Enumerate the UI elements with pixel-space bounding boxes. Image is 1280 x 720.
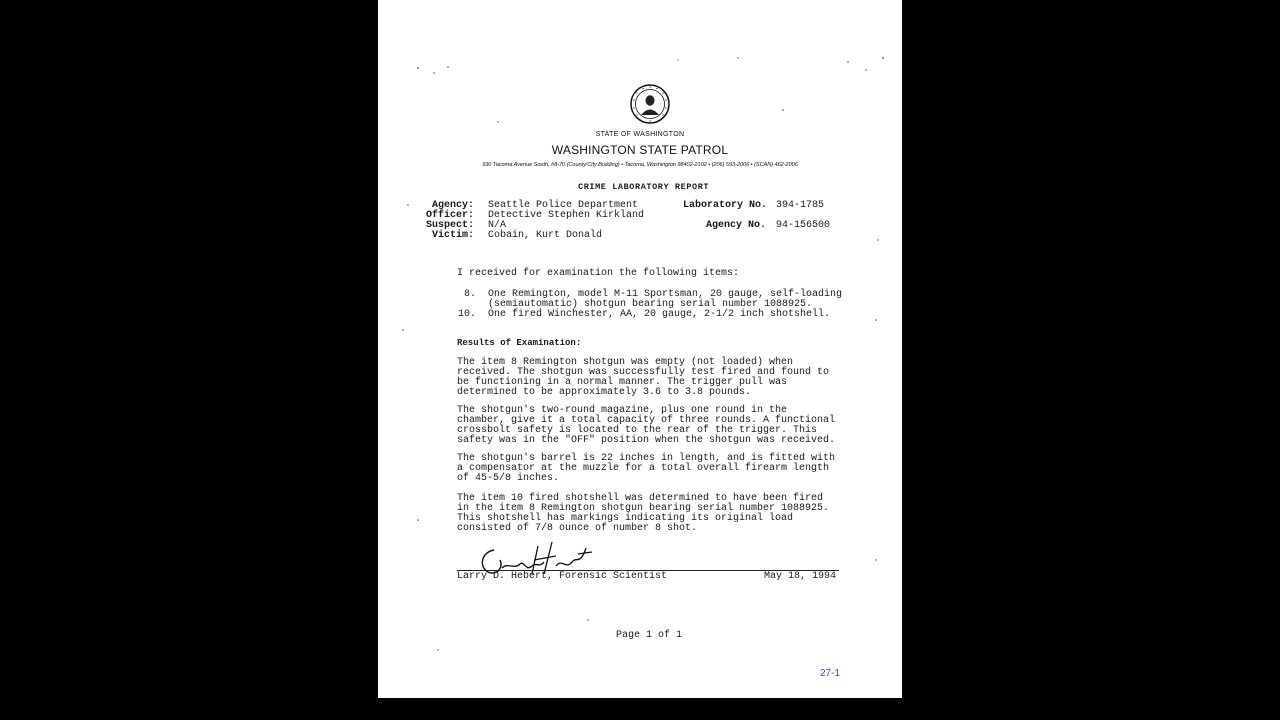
agency-address: 930 Tacoma Avenue South, #8-70 (County/City Building) • Tacoma, Washington 98402-2102 • (206) 593-2006 • (SCAN) 462-2006: [482, 162, 798, 168]
agency-value: Seattle Police Department: [488, 200, 639, 211]
victim-value: Cobain, Kurt Donald: [488, 230, 603, 241]
result-paragraph: The item 8 Remington shotgun was empty (not loaded) when received. The shotgun was successfully test fired and found to be functioning in a normal manner. The trigger pull was determined to be approximately 3.6 to 3.8 pounds.: [457, 357, 830, 398]
results-heading: Results of Examination:: [457, 338, 582, 348]
letterbox-bottom: [378, 698, 902, 720]
suspect-value: N/A: [488, 220, 507, 231]
item-description: One fired Winchester, AA, 20 gauge, 2-1/2 inch shotshell.: [488, 309, 831, 320]
page-number: Page 1 of 1: [616, 630, 683, 641]
signer-name: Larry D. Hebert, Forensic Scientist: [457, 571, 668, 582]
document-page: [378, 0, 902, 698]
agency-heading: WASHINGTON STATE PATROL: [551, 143, 729, 157]
agency-label: Agency:: [431, 200, 474, 211]
result-paragraph: The shotgun's barrel is 22 inches in length, and is fitted with a compensator at the muzzle for a total overall firearm length of 45-5/8 inches.: [457, 453, 836, 484]
agency-number-label: Agency No.: [706, 220, 767, 231]
lab-number-value: 394-1785: [776, 200, 825, 211]
state-heading: STATE OF WASHINGTON: [595, 131, 685, 138]
exhibit-number: 27-1: [820, 668, 841, 679]
suspect-label: Suspect:: [425, 220, 474, 231]
report-title: CRIME LABORATORY REPORT: [578, 182, 710, 192]
result-paragraph: The shotgun's two-round magazine, plus one round in the chamber, give it a total capacity of three rounds. A functional crossbolt safety is located to the rear of the trigger. This safety was in the "OFF" position when the shotgun was received.: [457, 405, 836, 446]
lab-number-label: Laboratory No.: [683, 200, 768, 211]
officer-value: Detective Stephen Kirkland: [488, 210, 645, 221]
washington-seal-icon: [630, 84, 670, 124]
report-date: May 18, 1994: [764, 571, 837, 582]
intro-text: I received for examination the following items:: [457, 268, 740, 279]
victim-label: Victim:: [431, 230, 474, 241]
item-description: One Remington, model M-11 Sportsman, 20 gauge, self-loading (semiautomatic) shotgun bearing serial number 1088925.: [488, 289, 843, 310]
officer-label: Officer:: [425, 210, 474, 221]
item-number: 10.: [458, 309, 477, 320]
result-paragraph: The item 10 fired shotshell was determined to have been fired in the item 8 Remington shotgun bearing serial number 1088925. This shotshell has markings indicating its original load consisted of 7/8 ounce of number 8 shot.: [457, 493, 830, 534]
item-number: 8.: [464, 289, 477, 300]
agency-number-value: 94-156500: [776, 220, 831, 231]
